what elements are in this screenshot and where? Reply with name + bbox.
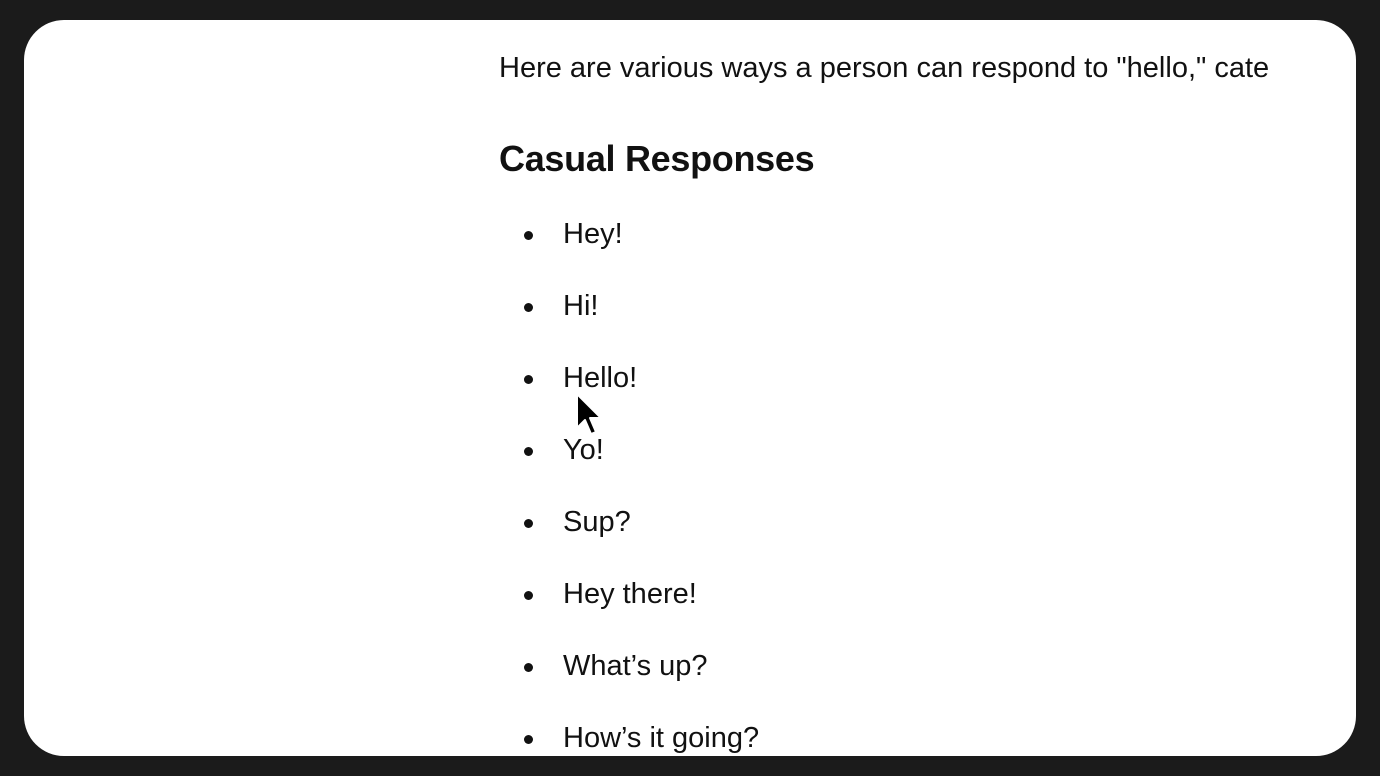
bullet-icon [524, 663, 533, 672]
intro-paragraph: Here are various ways a person can respond to "hello," cate [499, 52, 1270, 84]
bullet-icon [524, 591, 533, 600]
bullet-icon [524, 375, 533, 384]
list-item-text: Hello! [563, 362, 638, 394]
list-item-text: Sup? [563, 506, 631, 538]
bullet-icon [524, 303, 533, 312]
list-item-text: Hey! [563, 218, 623, 250]
bullet-icon [524, 735, 533, 744]
document-window [24, 20, 1356, 756]
list-item-text: Hey there! [563, 578, 697, 610]
mouse-pointer-icon [574, 392, 604, 438]
list-item-text: How’s it going? [563, 722, 760, 754]
bullet-icon [524, 447, 533, 456]
section-heading: Casual Responses [499, 138, 815, 179]
list-item-text: Yo! [563, 434, 604, 466]
bullet-icon [524, 231, 533, 240]
list-item-text: Hi! [563, 290, 599, 322]
list-item-text: What’s up? [563, 650, 708, 682]
bullet-icon [524, 519, 533, 528]
